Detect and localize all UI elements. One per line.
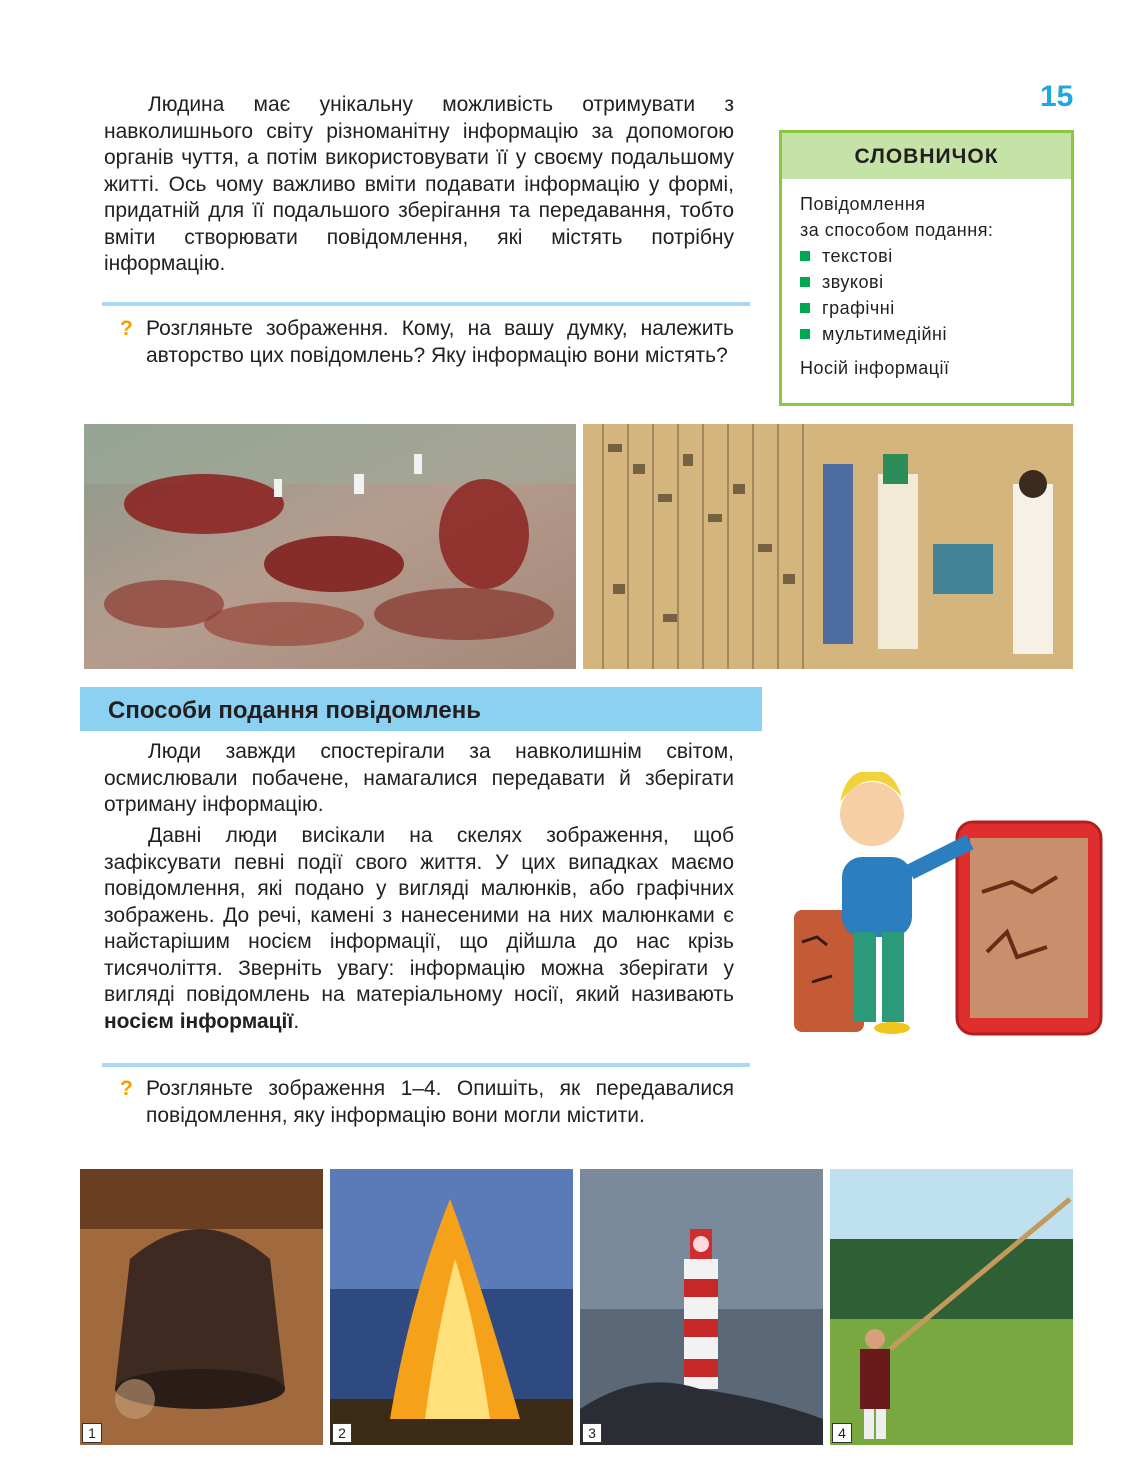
question-2 — [120, 1076, 734, 1129]
section-paragraph-2-text: Давні люди висікали на скелях зображення, щоб зафіксувати певні події свого життя. У цих випадках маємо повідомлення, які подано у вигляді малюнків, або графічних зображень. До речі, камені з нанесеними на них малюнками є найстарішим носієм інформації, що дійшла до нас крізь тисячоліття. Зверніть увагу: інформацію можна зберігати у вигляді повідомлень на матеріальному носії, який називають — [104, 824, 734, 1006]
photo-number-2: 2 — [332, 1423, 352, 1443]
term-highlight: носієм інформації — [104, 1009, 294, 1033]
glossary-term: Повідомлення — [800, 194, 926, 214]
divider — [102, 302, 750, 306]
glossary-item: текстові — [800, 243, 1053, 269]
rock-painting-image — [84, 424, 576, 669]
question-1 — [120, 316, 734, 369]
glossary-term-2: Носій інформації — [800, 358, 950, 378]
lighthouse-image — [580, 1169, 823, 1445]
intro-paragraph: Людина має унікальну можливість отримувати з навколишнього світу різноманітну інформацію за допомогою органів чуття, а потім використовувати її у своєму подальшому житті. Ось чому важливо вміти подавати інформацію у формі, придатній для її подальшого зберігання та передавання, тобто вміти створювати повідомлення, які містять потрібну інформацію. — [104, 93, 734, 275]
glossary-item: графічні — [800, 295, 1053, 321]
question-mark-icon: ? — [120, 1077, 133, 1100]
papyrus-image — [583, 424, 1073, 669]
bonfire-image — [330, 1169, 573, 1445]
photo-number-3: 3 — [582, 1423, 602, 1443]
question-mark-icon: ? — [120, 317, 133, 340]
bell-image — [80, 1169, 323, 1445]
photo-number-4: 4 — [832, 1423, 852, 1443]
page-number: 15 — [1040, 80, 1074, 113]
glossary-item: звукові — [800, 269, 1053, 295]
glossary-item: мультимедійні — [800, 321, 1053, 347]
section-title: Способи подання повідомлень — [80, 687, 762, 731]
glossary-list — [800, 243, 1053, 347]
glossary-box — [779, 130, 1074, 406]
boy-with-tablet-illustration — [782, 772, 1104, 1040]
trembita-player-image — [830, 1169, 1073, 1445]
question-2-text: Розгляньте зображення 1–4. Опишіть, як передавалися повідомлення, яку інформацію вони могли містити. — [146, 1077, 734, 1127]
glossary-term-sub: за способом подання: — [800, 220, 994, 240]
divider — [102, 1063, 750, 1067]
question-1-text: Розгляньте зображення. Кому, на вашу думку, належить авторство цих повідомлень? Яку інформацію вони містять? — [146, 317, 734, 367]
section-paragraph-1: Люди завжди спостерігали за навколишнім світом, осмислювали побачене, намагалися передавати й зберігати отриману інформацію. — [104, 740, 734, 816]
section-paragraph-2-end: . — [293, 1009, 300, 1033]
glossary-title: СЛОВНИЧОК — [782, 133, 1071, 179]
photo-number-1: 1 — [82, 1423, 102, 1443]
section-paragraph-2 — [104, 823, 734, 1035]
